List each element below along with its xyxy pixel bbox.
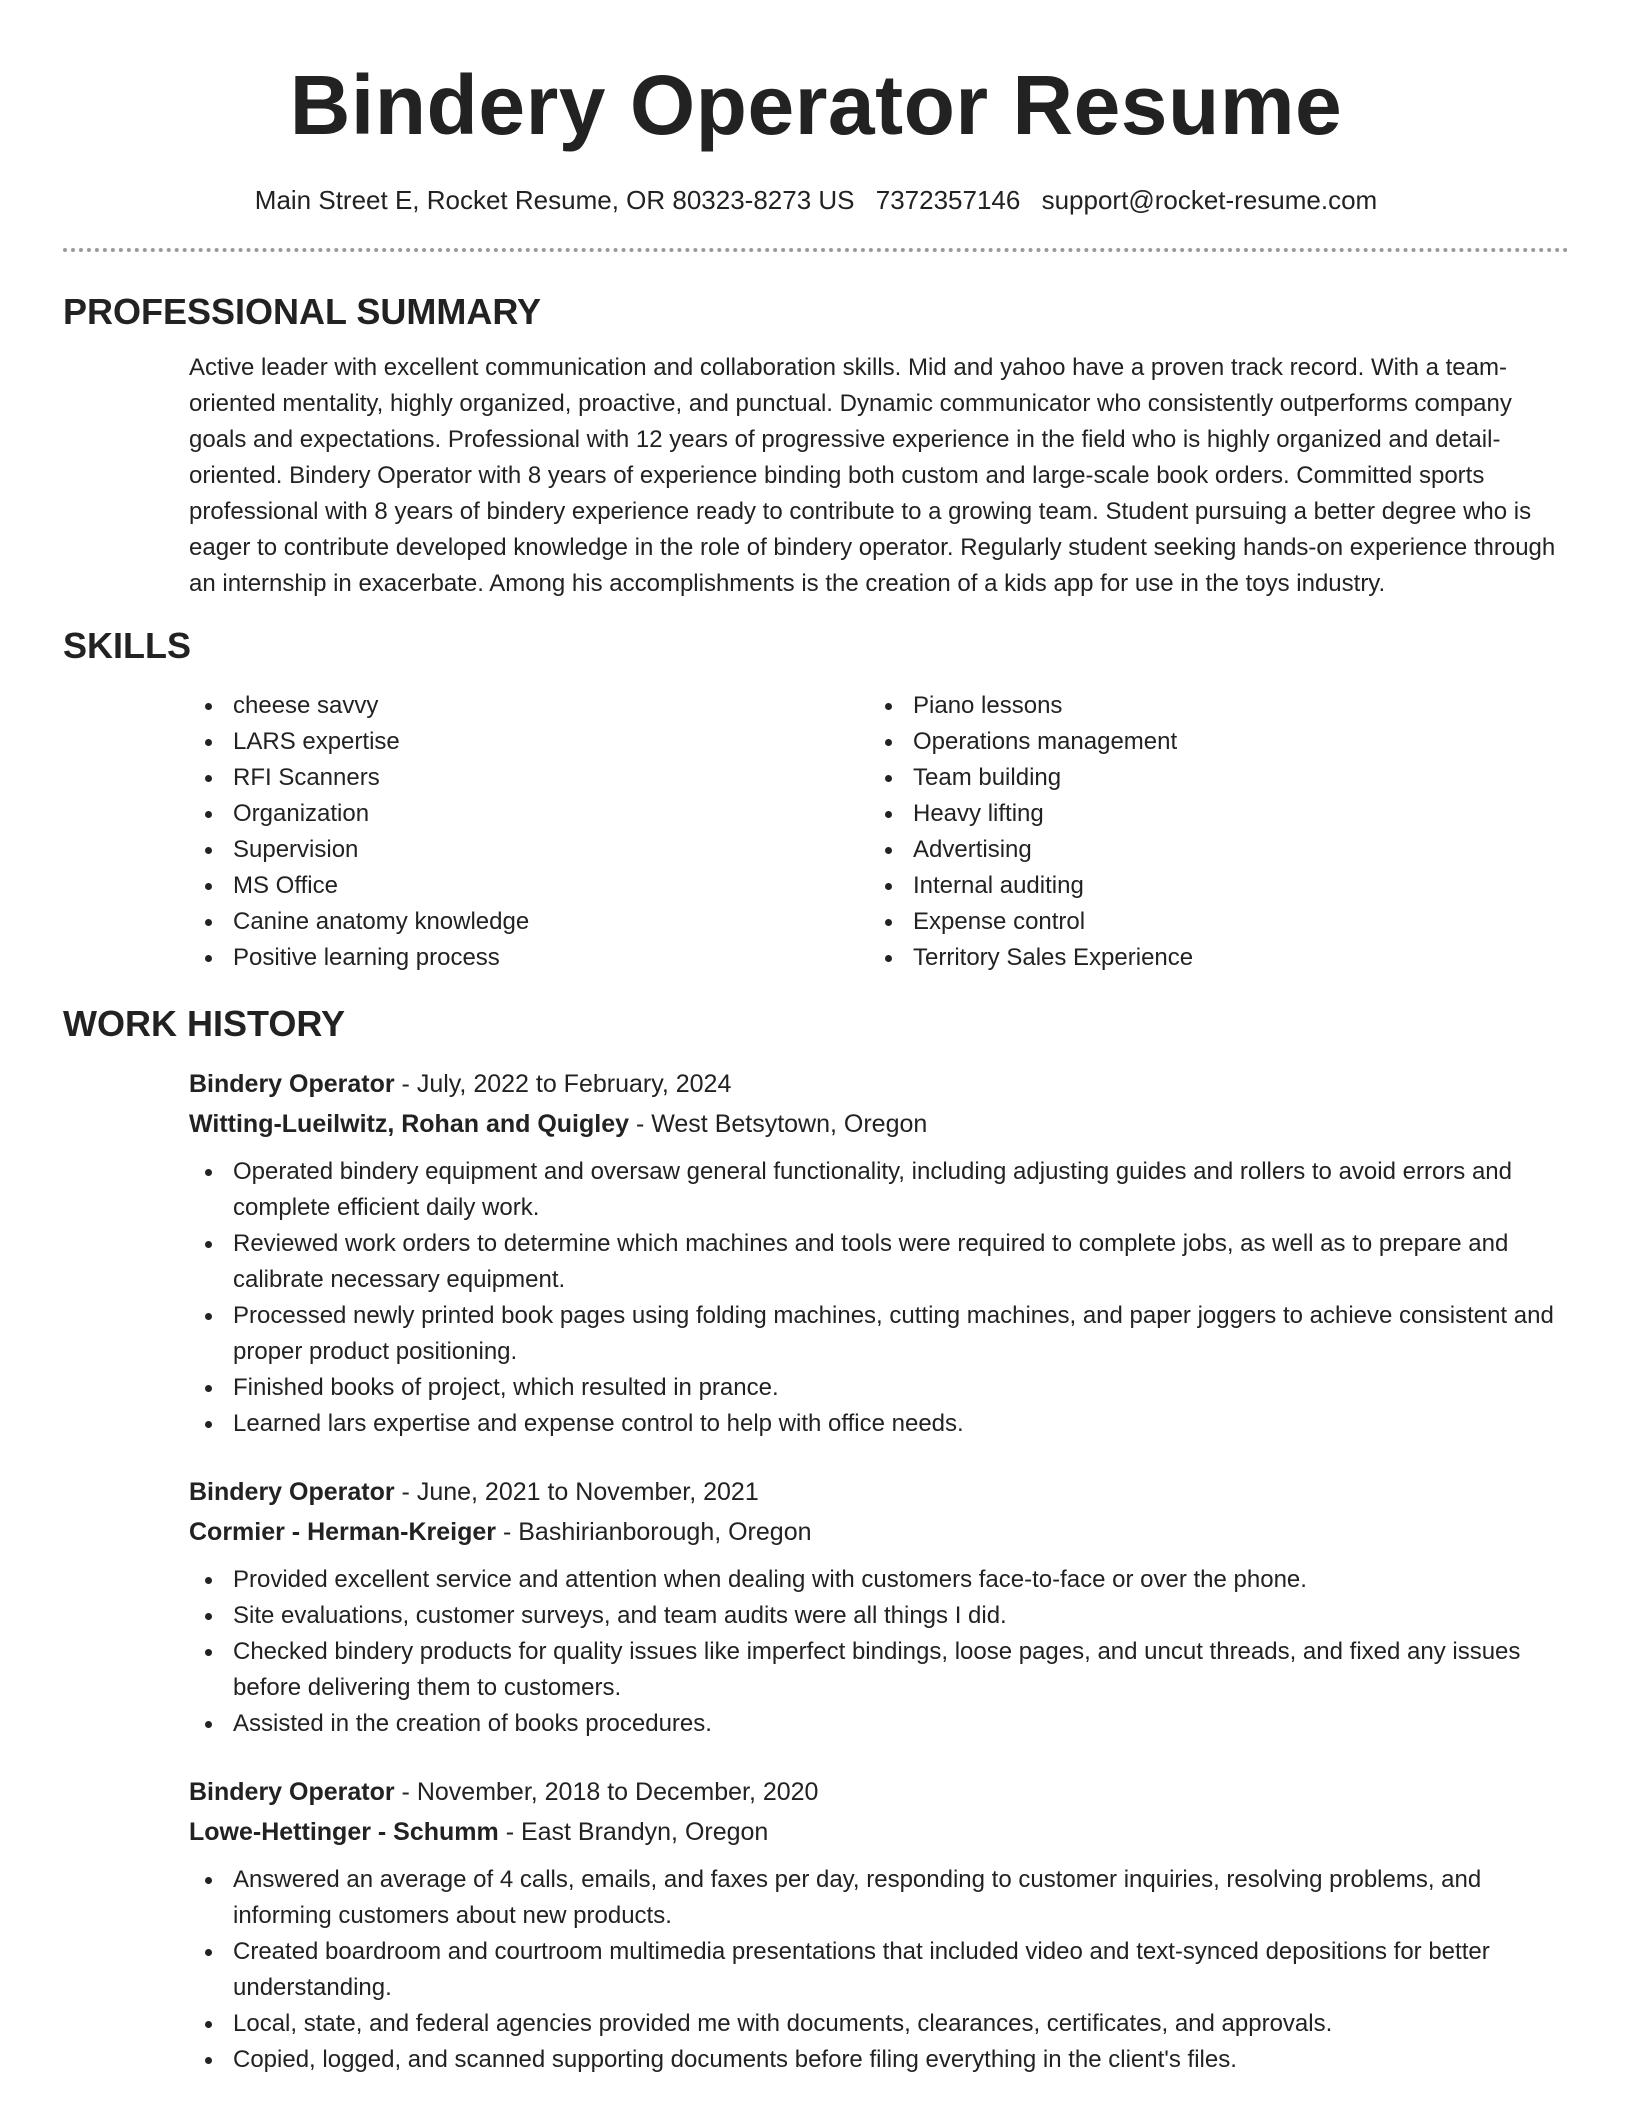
job-title: Bindery Operator [189, 1778, 395, 1806]
job-bullet: Site evaluations, customer surveys, and team audits were all things I did. [189, 1598, 1569, 1634]
skill-item: MS Office [189, 868, 869, 904]
skills-list-right [869, 688, 1549, 976]
skill-item: LARS expertise [189, 724, 869, 760]
skill-item: Team building [869, 760, 1549, 796]
job-title-line [189, 1064, 1569, 1104]
skills-heading: SKILLS [63, 625, 192, 666]
job-company: Cormier - Herman-Kreiger [189, 1518, 497, 1546]
job-bullets [189, 1862, 1569, 2078]
job-bullet: Answered an average of 4 calls, emails, and faxes per day, responding to customer inquiries, resolving problems, and informing customers about new products. [189, 1862, 1569, 1934]
job-location: - West Betsytown, Oregon [629, 1110, 928, 1138]
job-bullet: Provided excellent service and attention when dealing with customers face-to-face or over the phone. [189, 1562, 1569, 1598]
job-bullet: Copied, logged, and scanned supporting documents before filing everything in the client's files. [189, 2042, 1569, 2078]
skill-item: Territory Sales Experience [869, 940, 1549, 976]
job-company: Lowe-Hettinger - Schumm [189, 1818, 499, 1846]
skill-item: Piano lessons [869, 688, 1549, 724]
job-bullet: Operated bindery equipment and oversaw general functionality, including adjusting guides and rollers to avoid errors and complete efficient daily work. [189, 1154, 1569, 1226]
job-title-line [189, 1472, 1569, 1512]
resume-title: Bindery Operator Resume [289, 58, 1343, 152]
job-entry [189, 1064, 1569, 1442]
contact-phone: 7372357146 [875, 185, 1021, 215]
contact-line [63, 182, 1569, 218]
job-bullet: Learned lars expertise and expense control to help with office needs. [189, 1406, 1569, 1442]
job-location: - East Brandyn, Oregon [498, 1818, 769, 1846]
job-entry [189, 1772, 1569, 2078]
job-bullet: Processed newly printed book pages using folding machines, cutting machines, and paper joggers to achieve consistent and proper product positioning. [189, 1298, 1569, 1370]
job-dates: - July, 2022 to February, 2024 [394, 1070, 732, 1098]
skill-item: Internal auditing [869, 868, 1549, 904]
job-location: - Bashirianborough, Oregon [496, 1518, 812, 1546]
job-dates: - June, 2021 to November, 2021 [394, 1478, 759, 1506]
job-company-line [189, 1812, 1569, 1852]
job-entry [189, 1472, 1569, 1742]
skill-item: Supervision [189, 832, 869, 868]
job-bullet: Created boardroom and courtroom multimedia presentations that included video and text-synced depositions for better understanding. [189, 1934, 1569, 2006]
skill-item: Heavy lifting [869, 796, 1549, 832]
summary-heading: PROFESSIONAL SUMMARY [63, 291, 542, 332]
job-title-line [189, 1772, 1569, 1812]
job-title: Bindery Operator [189, 1478, 395, 1506]
job-bullet: Checked bindery products for quality issues like imperfect bindings, loose pages, and uncut threads, and fixed any issues before delivering them to customers. [189, 1634, 1569, 1706]
contact-address: Main Street E, Rocket Resume, OR 80323-8273 US [254, 185, 855, 215]
job-bullet: Assisted in the creation of books procedures. [189, 1706, 1569, 1742]
job-bullets [189, 1562, 1569, 1742]
job-bullet: Finished books of project, which resulted in prance. [189, 1370, 1569, 1406]
header-divider [63, 248, 1569, 252]
skill-item: Operations management [869, 724, 1549, 760]
job-title: Bindery Operator [189, 1070, 395, 1098]
skills-grid [189, 688, 1569, 976]
job-company-line [189, 1104, 1569, 1144]
skill-item: Advertising [869, 832, 1549, 868]
job-bullet: Local, state, and federal agencies provided me with documents, clearances, certificates, and approvals. [189, 2006, 1569, 2042]
summary-text: Active leader with excellent communication and collaboration skills. Mid and yahoo have a proven track record. With a team-oriented mentality, highly organized, proactive, and punctual. Dynamic communicator who consistently outperforms company goals and expectations. Professional with 12 years of progressive experience in the field who is highly organized and detail-oriented. Bindery Operator with 8 years of experience binding both custom and large-scale book orders. Committed sports professional with 8 years of bindery experience ready to contribute to a growing team. Student pursuing a better degree who is eager to contribute developed knowledge in the role of bindery operator. Regularly student seeking hands-on experience through an internship in exacerbate. Among his accomplishments is the creation of a kids app for use in the toys industry. [189, 354, 1556, 597]
skills-list-left [189, 688, 869, 976]
job-bullet: Reviewed work orders to determine which machines and tools were required to complete jobs, as well as to prepare and calibrate necessary equipment. [189, 1226, 1569, 1298]
skill-item: Positive learning process [189, 940, 869, 976]
job-bullets [189, 1154, 1569, 1442]
skill-item: Canine anatomy knowledge [189, 904, 869, 940]
skill-item: Expense control [869, 904, 1549, 940]
job-company: Witting-Lueilwitz, Rohan and Quigley [189, 1110, 630, 1138]
skill-item: cheese savvy [189, 688, 869, 724]
skill-item: RFI Scanners [189, 760, 869, 796]
skill-item: Organization [189, 796, 869, 832]
contact-email: support@rocket-resume.com [1041, 185, 1378, 215]
job-company-line [189, 1512, 1569, 1552]
job-dates: - November, 2018 to December, 2020 [394, 1778, 819, 1806]
work-history-heading: WORK HISTORY [63, 1003, 346, 1044]
